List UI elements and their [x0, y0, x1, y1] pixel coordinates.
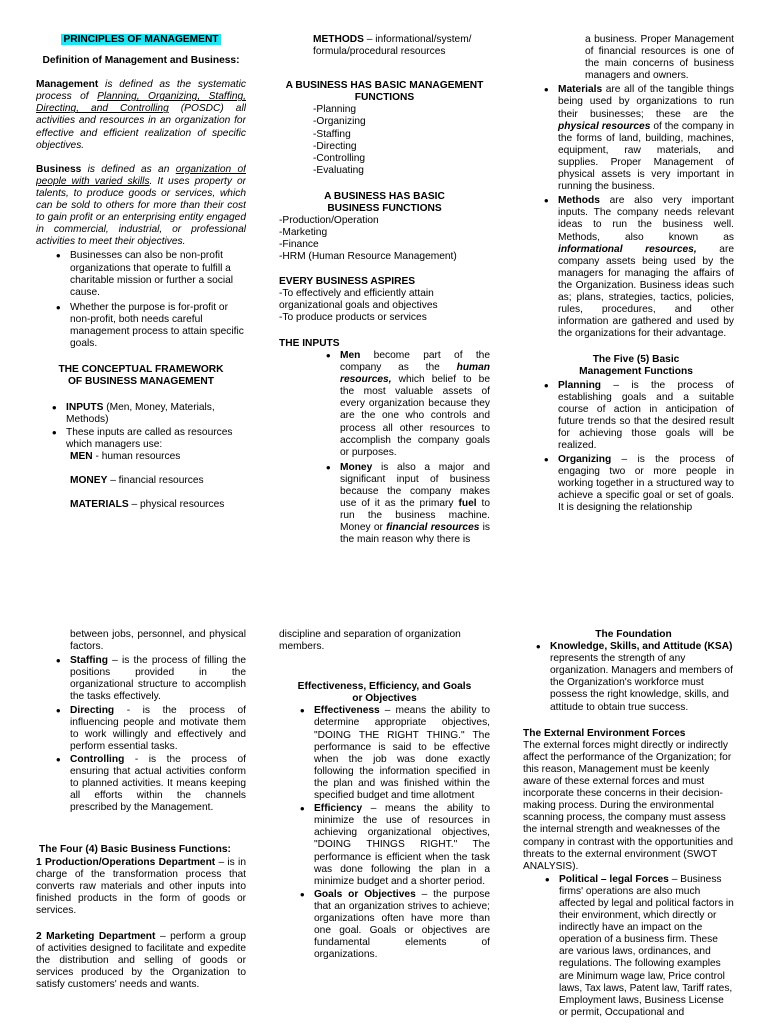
- methods-resource: METHODS – informational/system/ formula/procedural resources: [313, 34, 472, 58]
- list-item: • Political – legal Forces – Business firms' operations are also much affected by legal and political factors in their environment, which directly or indirectly have an impact on the operation of a business firm. These are various laws, ordinances, and regulations. The following examples are Minimum wage law, Price control laws, Tax laws, Patent law, Tariff rates, Employment laws, Business License or permit, Occupational and: [559, 874, 734, 1019]
- list-item: • Goals or Objectives – the purpose that an organization strives to achieve; organizations often have more than one goal. Goals or objectives are fundamental elements of organizations.: [314, 889, 490, 962]
- separation-continued: discipline and separation of organization members.: [279, 629, 461, 653]
- list-item: • Staffing – is the process of filling the positions provided in the organizational structure to accomplish the tasks effectively.: [70, 655, 246, 703]
- page2-column-3: [523, 629, 734, 1021]
- inputs-heading: THE INPUTS: [279, 337, 340, 349]
- list-item: -Planning: [313, 104, 357, 116]
- inputs-detail-list: [279, 350, 490, 547]
- foundation-heading: The Foundation: [595, 629, 672, 640]
- list-item: -Marketing: [279, 227, 328, 239]
- business-functions-heading: A BUSINESS HAS BASIC BUSINESS FUNCTIONS: [324, 190, 445, 215]
- aspires-item: -To effectively and efficiently attain organizational goals and objectives: [279, 287, 438, 311]
- aspires-heading: EVERY BUSINESS ASPIRES: [279, 275, 416, 287]
- production-department: 1 Production/Operations Department – is in charge of the transformation process that converts raw materials and other inputs into finished products in the form of goods or services.: [36, 856, 246, 916]
- five-functions-list: [528, 380, 734, 515]
- business-definition: Business is defined as an organization of people with varied skills. It uses property or talents, to produce goods or services, which can be sold to others for more than their cost to gain profit or an enterprising entity engaged in commercial, industrial, or professional activities to meet their objectives.: [36, 163, 246, 248]
- management-functions-continued-list: [36, 655, 246, 814]
- list-item: -Directing: [313, 140, 357, 152]
- list-item: • Whether the purpose is for-profit or non-profit, both needs careful management process to attain specific goals.: [70, 302, 246, 350]
- definition-heading: Definition of Management and Business:: [42, 55, 240, 67]
- aspires-item: -To produce products or services: [279, 311, 427, 323]
- page1-column-2: [279, 34, 490, 554]
- list-item: • Money is also a major and significant input of business because the company makes use of it as the primary fuel to run the business machine. Money or financial resources is the main reason why there is: [340, 462, 490, 547]
- business-functions-list: [279, 215, 490, 263]
- marketing-department: 2 Marketing Department – perform a group of activities designed to facilitate and expedite the distribution and selling of goods or services produced by the Organization to satisfy customers' needs and wants.: [36, 930, 246, 991]
- list-item: -Production/Operation: [279, 215, 379, 227]
- list-item: • Men become part of the company as the human resources, which belief to be the most valuable assets of every organization because they are the one who controls and process all other resources to accomplish the company goals or purposes.: [340, 350, 490, 459]
- list-item: • Methods are also very important inputs. The company needs relevant ideas to run the business well. Methods, also known as informational resources, are company assets being used by the managers for managing the affairs of the Organization. Business ideas such as; plans, strategies, tactics, policies, rules, procedures, and other information are gathered and used by the organizations for their advantage.: [558, 195, 734, 340]
- list-item: • Materials are all of the tangible things being used by organizations to run their businesses; these are the physical resources of the company in the forms of land, building, machines, equipment, raw materials, and supplies. Proper Management of physical assets is very important in running the business.: [558, 84, 734, 193]
- list-item: • These inputs are called as resources which managers use:: [66, 427, 246, 451]
- page1-column-1: [36, 34, 246, 554]
- list-item: • INPUTS (Men, Money, Materials, Methods): [66, 402, 246, 426]
- list-item: • Planning – is the process of establishing goals and a suitable course of action in anticipation of future trends so that the desired result for achieving those goals will be realized.: [558, 380, 734, 453]
- men-resource: MEN - human resources: [70, 450, 181, 462]
- external-forces-text: The external forces might directly or indirectly affect the performance of the Organization; for this reason, Management must be keenly aware of these external forces and must incorporate these concerns in their decision-making process. During the environmental scanning process, the company must assess the internal strength and weaknesses of the company in contrast with the opportunities and threats to the external environment (SWOT ANALYSIS).: [523, 739, 734, 872]
- list-item: • Businesses can also be non-profit organizations that operate to fulfill a charitable mission or further a social cause.: [70, 250, 246, 298]
- external-forces-list: [523, 874, 734, 1019]
- five-functions-heading: The Five (5) Basic Management Functions: [579, 354, 693, 378]
- list-item: • Controlling - is the process of ensuring that actual activities conform to planned activities. It means keeping all efforts within the channels prescribed by the Management.: [70, 754, 246, 814]
- document-title: PRINCIPLES OF MANAGEMENT: [63, 34, 219, 45]
- management-definition: Management is defined as the systematic process of Planning, Organizing, Staffing, Directing, and Controlling (POSDC) all activities and resources in an organization for effective and efficient realization of specific objectives.: [36, 79, 246, 151]
- page2-column-2: [279, 629, 490, 1021]
- list-item: -Staffing: [313, 128, 351, 140]
- foundation-list: [523, 641, 734, 714]
- page1-column-3: [528, 34, 734, 554]
- list-item: -Finance: [279, 239, 319, 251]
- list-item: • Organizing – is the process of engaging two or more people in working together in a structured way to achieve a specific goal or set of goals. It is designing the relationship: [558, 454, 734, 514]
- external-forces-heading: The External Environment Forces: [523, 727, 686, 739]
- business-notes-list: [36, 250, 246, 350]
- list-item: • Knowledge, Skills, and Attitude (KSA) represents the strength of any organization. Managers and members of the Organization's workforce must possess the right knowledge, skills, and attitude to obtain true success.: [550, 641, 734, 714]
- organizing-continued: between jobs, personnel, and physical factors.: [70, 629, 246, 653]
- list-item: • Efficiency – means the ability to minimize the use of resources in achieving organizational objectives, "DOING THINGS RIGHT." The performance is efficient when the task was done following the plan in a minimize budget and a shorter period.: [314, 803, 490, 888]
- list-item: -HRM (Human Resource Management): [279, 251, 457, 263]
- effectiveness-list: [279, 705, 490, 961]
- list-item: -Controlling: [313, 152, 366, 164]
- effectiveness-heading: Effectiveness, Efficiency, and Goals or Objectives: [297, 681, 472, 705]
- management-functions-heading: A BUSINESS HAS BASIC MANAGEMENT FUNCTIONS: [285, 80, 484, 104]
- money-continued: a business. Proper Management of financial resources is one of the main concerns of business managers and owners.: [585, 34, 734, 82]
- money-resource: MONEY – financial resources: [70, 474, 204, 486]
- inputs-continued-list: [528, 84, 734, 340]
- framework-heading: THE CONCEPTUAL FRAMEWORK OF BUSINESS MANAGEMENT: [58, 364, 224, 388]
- materials-resource: MATERIALS – physical resources: [70, 498, 225, 510]
- list-item: -Evaluating: [313, 164, 364, 176]
- page2-column-1: [36, 629, 246, 1021]
- list-item: • Effectiveness – means the ability to determine appropriate objectives, "DOING THE RIGHT THING." The performance is said to be effective when the job was done exactly following the information specified in the plan and was finished within the specified budget and time allotment: [314, 705, 490, 802]
- four-functions-heading: The Four (4) Basic Business Functions:: [39, 844, 231, 856]
- list-item: • Directing - is the process of influencing people and motivate them to work willingly and effectively and perform essential tasks.: [70, 705, 246, 753]
- list-item: -Organizing: [313, 116, 366, 128]
- management-functions-list: [279, 104, 490, 177]
- inputs-list: [36, 402, 246, 450]
